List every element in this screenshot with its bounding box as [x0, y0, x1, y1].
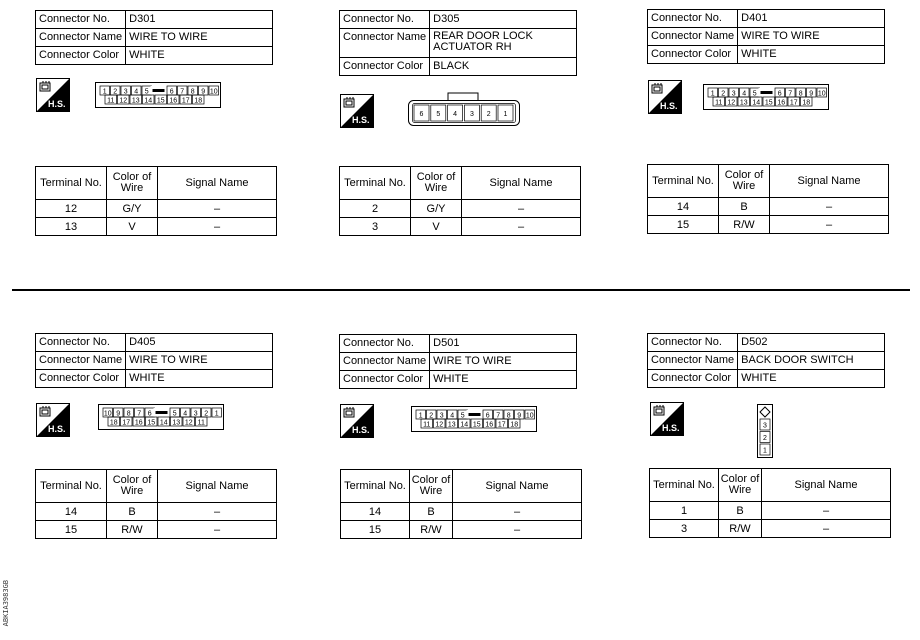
pin-number: 5	[144, 88, 149, 96]
terminal-table-d501	[340, 469, 582, 539]
pin-number: 15	[472, 421, 481, 429]
pin-number: 2	[204, 410, 209, 418]
pin-number: 9	[116, 410, 121, 418]
pin-number: 6	[777, 90, 782, 98]
label-connector-color: Connector Color	[648, 46, 738, 64]
figure-code: ABKIA3983GB	[2, 580, 10, 627]
hs-label: H.S.	[660, 101, 678, 111]
hs-label: H.S.	[662, 423, 680, 433]
pin-number: 16	[169, 97, 178, 105]
pin-number: 4	[453, 111, 458, 118]
pin-number: 2	[721, 90, 726, 98]
pin-number: 13	[172, 419, 181, 427]
label-connector-name: Connector Name	[648, 352, 738, 370]
connector-no-value: D401	[738, 10, 885, 28]
pin-number: 1	[418, 412, 423, 420]
connector-no-value: D502	[738, 334, 885, 352]
signal-name-header: Signal Name	[762, 469, 891, 502]
section-divider	[12, 289, 910, 291]
connector-name-value: WIRE TO WIRE	[126, 29, 273, 47]
connector-face-d501	[411, 406, 537, 437]
table-row: 13 V –	[36, 218, 277, 236]
connector-color-value: WHITE	[126, 47, 273, 65]
connector-latch	[448, 93, 478, 101]
connector-name-value: BACK DOOR SWITCH	[738, 352, 885, 370]
color-of-wire-header: Color of Wire	[719, 469, 762, 502]
terminal-no-header: Terminal No.	[341, 470, 410, 503]
pin-number: 3	[469, 111, 474, 118]
pin-number: 1	[763, 447, 767, 455]
label-connector-color: Connector Color	[36, 47, 126, 65]
pin-number: 9	[517, 412, 522, 420]
color-of-wire-header: Color of Wire	[411, 167, 462, 200]
table-row: 14 B –	[36, 503, 277, 521]
connector-face-d305	[408, 92, 520, 131]
connector-color-value: BLACK	[430, 58, 577, 76]
color-of-wire-header: Color of Wire	[719, 165, 770, 198]
pin-number: 15	[156, 97, 165, 105]
pin-number: 5	[436, 111, 441, 118]
hs-label: H.S.	[48, 424, 66, 434]
pin-number: 16	[485, 421, 494, 429]
pin-number: 12	[184, 419, 193, 427]
pin-number: 11	[107, 97, 115, 105]
color-of-wire-header: Color of Wire	[107, 470, 158, 503]
pin-number: 17	[497, 421, 506, 429]
color-of-wire-header: Color of Wire	[410, 470, 453, 503]
connector-info-d305	[339, 10, 577, 76]
connector-info-d401	[647, 9, 885, 64]
pin-number: 3	[763, 422, 767, 430]
pin-number: 11	[715, 99, 723, 107]
pin-number: 10	[817, 90, 826, 98]
table-row: 15 R/W –	[341, 521, 582, 539]
pin-number: 16	[134, 419, 143, 427]
pin-number: 10	[525, 412, 534, 420]
connector-key-mark	[469, 413, 481, 416]
connector-info-d405	[35, 333, 273, 388]
harness-side-icon	[340, 94, 374, 128]
hs-label: H.S.	[352, 115, 370, 125]
pin-number: 18	[109, 419, 118, 427]
pin-number: 10	[209, 88, 218, 96]
pin-number: 5	[172, 410, 177, 418]
pin-number: 16	[777, 99, 786, 107]
pin-number: 6	[419, 111, 424, 118]
terminal-no-header: Terminal No.	[648, 165, 719, 198]
connector-key-mark	[156, 411, 168, 414]
pin-number: 7	[496, 412, 501, 420]
pin-number: 17	[789, 99, 798, 107]
pin-number: 17	[181, 97, 190, 105]
table-row: 12 G/Y –	[36, 200, 277, 218]
pin-number: 4	[183, 410, 188, 418]
harness-side-icon	[650, 402, 684, 436]
table-row: 3 V –	[340, 218, 581, 236]
pin-number: 7	[788, 90, 793, 98]
connector-face-d301	[95, 82, 221, 113]
label-connector-color: Connector Color	[648, 370, 738, 388]
terminal-table-d401	[647, 164, 889, 234]
table-row: 1 B –	[650, 502, 891, 520]
connector-no-value: D305	[430, 11, 577, 29]
pin-number: 4	[742, 90, 747, 98]
terminal-table-d502	[649, 468, 891, 538]
connector-key-mark	[153, 89, 165, 92]
pin-number: 3	[193, 410, 198, 418]
pin-number: 3	[731, 90, 736, 98]
connector-info-d301	[35, 10, 273, 65]
connector-no-value: D501	[430, 335, 577, 353]
pin-number: 13	[131, 97, 140, 105]
connector-key-mark	[761, 91, 773, 94]
label-connector-color: Connector Color	[340, 58, 430, 76]
pin-number: 2	[486, 111, 491, 118]
terminal-table-d305	[339, 166, 581, 236]
pin-number: 14	[460, 421, 469, 429]
pin-number: 5	[752, 90, 757, 98]
signal-name-header: Signal Name	[770, 165, 889, 198]
pin-number: 12	[727, 99, 736, 107]
pin-number: 14	[159, 419, 168, 427]
pin-number: 11	[197, 419, 205, 427]
pin-number: 12	[119, 97, 128, 105]
terminal-no-header: Terminal No.	[36, 167, 107, 200]
pin-number: 8	[126, 410, 131, 418]
terminal-no-header: Terminal No.	[340, 167, 411, 200]
color-of-wire-header: Color of Wire	[107, 167, 158, 200]
pin-number: 18	[510, 421, 519, 429]
connector-name-value: WIRE TO WIRE	[738, 28, 885, 46]
connector-name-value: WIRE TO WIRE	[430, 353, 577, 371]
pin-number: 6	[147, 410, 152, 418]
hs-label: H.S.	[48, 99, 66, 109]
pin-number: 15	[147, 419, 156, 427]
table-row: 15 R/W –	[36, 521, 277, 539]
terminal-table-d405	[35, 469, 277, 539]
pin-number: 3	[439, 412, 444, 420]
pin-number: 1	[710, 90, 715, 98]
pin-number: 4	[134, 88, 139, 96]
harness-side-icon	[36, 78, 70, 112]
terminal-table-d301	[35, 166, 277, 236]
label-connector-no: Connector No.	[648, 334, 738, 352]
pin-number: 13	[739, 99, 748, 107]
label-connector-name: Connector Name	[340, 353, 430, 371]
pin-number: 14	[752, 99, 761, 107]
pin-number: 8	[190, 88, 195, 96]
connector-face-d405	[98, 404, 224, 435]
pin-number: 17	[122, 419, 131, 427]
label-connector-name: Connector Name	[340, 29, 430, 58]
label-connector-name: Connector Name	[648, 28, 738, 46]
connector-name-value: WIRE TO WIRE	[126, 352, 273, 370]
pin-number: 18	[802, 99, 811, 107]
signal-name-header: Signal Name	[158, 470, 277, 503]
table-row: 2 G/Y –	[340, 200, 581, 218]
connector-name-value-line2: ACTUATOR RH	[433, 41, 512, 53]
label-connector-no: Connector No.	[340, 11, 430, 29]
connector-color-value: WHITE	[126, 370, 273, 388]
label-connector-color: Connector Color	[340, 371, 430, 389]
pin-number: 3	[123, 88, 128, 96]
pin-number: 7	[137, 410, 142, 418]
pin-number: 6	[485, 412, 490, 420]
pin-number: 8	[798, 90, 803, 98]
signal-name-header: Signal Name	[453, 470, 582, 503]
connector-color-value: WHITE	[738, 370, 885, 388]
pin-number: 5	[460, 412, 465, 420]
pin-number: 4	[450, 412, 455, 420]
pin-number: 9	[809, 90, 814, 98]
label-connector-name: Connector Name	[36, 29, 126, 47]
label-connector-no: Connector No.	[340, 335, 430, 353]
pin-number: 2	[113, 88, 118, 96]
table-row: 3 R/W –	[650, 520, 891, 538]
pin-number: 1	[214, 410, 219, 418]
harness-side-icon	[36, 403, 70, 437]
harness-side-icon	[648, 80, 682, 114]
table-row: 14 B –	[648, 198, 889, 216]
signal-name-header: Signal Name	[158, 167, 277, 200]
hs-label: H.S.	[352, 425, 370, 435]
connector-no-value: D405	[126, 334, 273, 352]
pin-number: 15	[764, 99, 773, 107]
label-connector-no: Connector No.	[36, 334, 126, 352]
label-connector-no: Connector No.	[648, 10, 738, 28]
connector-face-d401	[703, 84, 829, 115]
table-row: 14 B –	[341, 503, 582, 521]
connector-color-value: WHITE	[738, 46, 885, 64]
connector-no-value: D301	[126, 11, 273, 29]
terminal-no-header: Terminal No.	[36, 470, 107, 503]
harness-side-icon	[340, 404, 374, 438]
pin-number: 13	[447, 421, 456, 429]
label-connector-name: Connector Name	[36, 352, 126, 370]
pin-number: 11	[423, 421, 431, 429]
pin-number: 1	[503, 111, 508, 118]
label-connector-no: Connector No.	[36, 11, 126, 29]
connector-color-value: WHITE	[430, 371, 577, 389]
connector-name-value: REAR DOOR LOCK	[433, 30, 533, 42]
connector-info-d502	[647, 333, 885, 388]
pin-number: 18	[194, 97, 203, 105]
pin-number: 12	[435, 421, 444, 429]
pin-number: 2	[429, 412, 434, 420]
label-connector-color: Connector Color	[36, 370, 126, 388]
connector-info-d501	[339, 334, 577, 389]
pin-number: 10	[103, 410, 112, 418]
pin-number: 2	[763, 435, 767, 442]
pin-number: 7	[180, 88, 185, 96]
signal-name-header: Signal Name	[462, 167, 581, 200]
pin-number: 1	[102, 88, 107, 96]
pin-number: 6	[169, 88, 174, 96]
pin-number: 8	[506, 412, 511, 420]
terminal-no-header: Terminal No.	[650, 469, 719, 502]
table-row: 15 R/W –	[648, 216, 889, 234]
connector-face-d502	[757, 404, 773, 463]
pin-number: 14	[144, 97, 153, 105]
pin-number: 9	[201, 88, 206, 96]
